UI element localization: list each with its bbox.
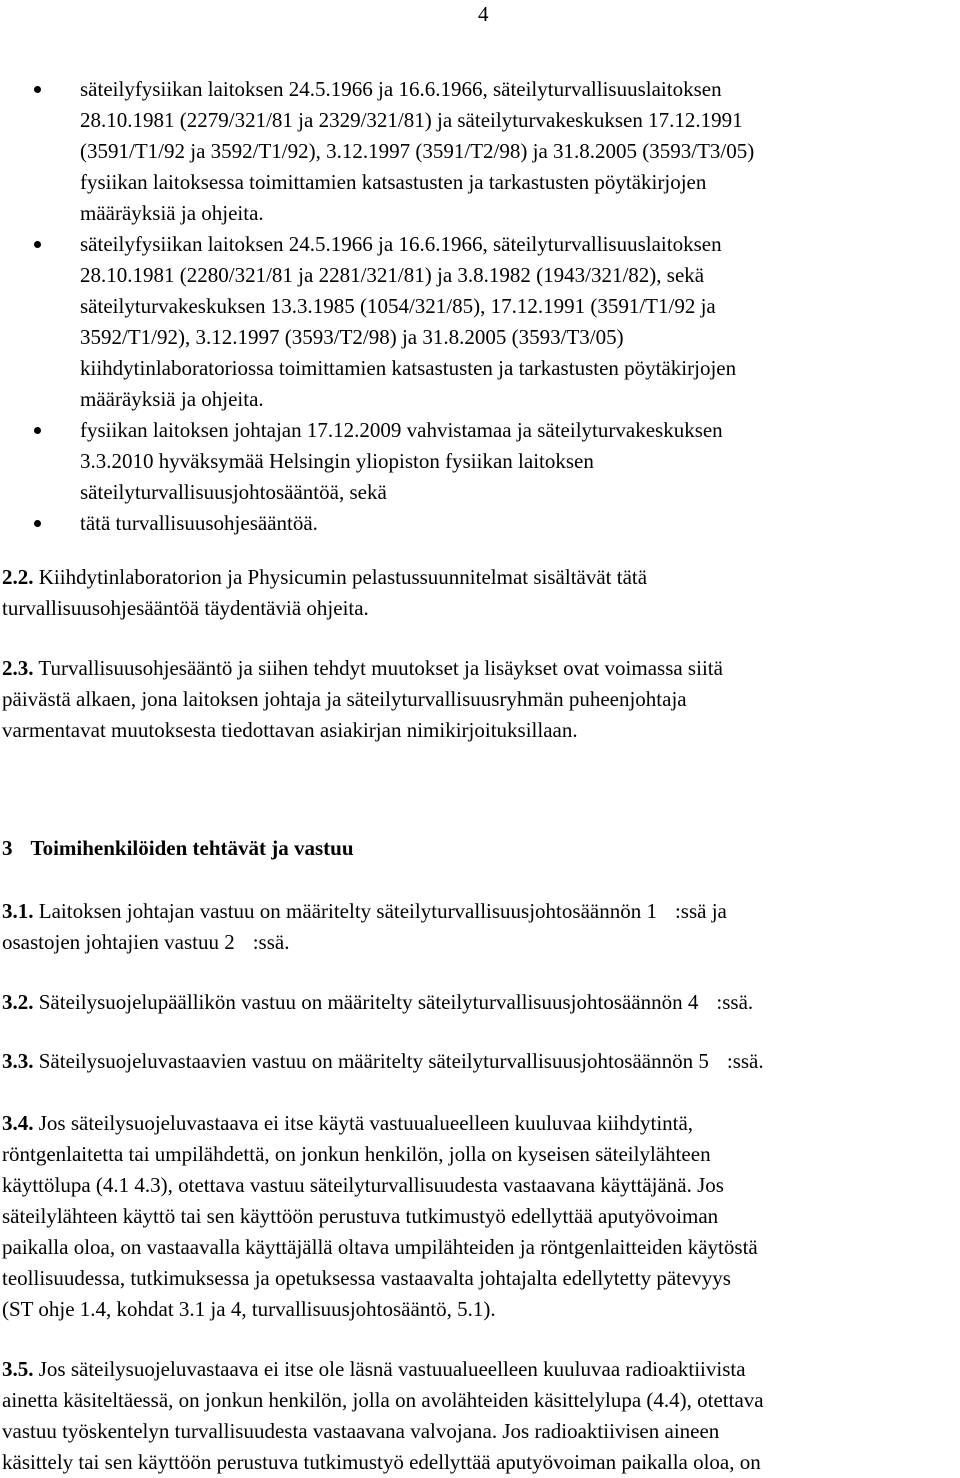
heading-number: 3 [2, 836, 13, 860]
text-line: määräyksiä ja ohjeita. [80, 387, 264, 411]
bullet-icon [34, 427, 41, 434]
text-line: turvallisuusohjesääntöä täydentäviä ohjeita. [2, 596, 369, 620]
list-item [0, 508, 960, 539]
text-line: (ST ohje 1.4, kohdat 3.1 ja 4, turvallisuusjohtosääntö, 5.1). [2, 1297, 496, 1321]
section-number: 3.2. [2, 990, 34, 1014]
text-fragment: :ssä. [726, 1049, 764, 1073]
section-number: 3.5. [2, 1357, 34, 1381]
section-number: 3.4. [2, 1111, 34, 1135]
paragraph-3-1 [2, 896, 727, 958]
list-item [0, 74, 960, 229]
text-line [2, 987, 753, 1018]
text-line [2, 562, 647, 593]
heading-title: Toimihenkilöiden tehtävät ja vastuu [30, 836, 354, 860]
text-line [2, 896, 727, 927]
text-line [2, 653, 723, 684]
paragraph-3-5 [2, 1354, 764, 1478]
text-fragment: Jos säteilysuojeluvastaava ei itse ole läsnä vastuualueelleen kuuluvaa radioaktiivista [33, 1357, 746, 1381]
text-line: käyttölupa (4.1 4.3), otettava vastuu säteilyturvallisuudesta vastaavana käyttäjänä. Jos [2, 1173, 724, 1197]
bullet-icon [34, 520, 41, 527]
text-line: 3.3.2010 hyväksymää Helsingin yliopiston fysiikan laitoksen [80, 449, 594, 473]
bullet-list [0, 74, 960, 539]
text-fragment: :ssä. [716, 990, 754, 1014]
page-number: 4 [478, 2, 489, 26]
text-line: 3592/T1/92), 3.12.1997 (3593/T2/98) ja 31.8.2005 (3593/T3/05) [80, 325, 624, 349]
text-line: teollisuudessa, tutkimuksessa ja opetuksessa vastaavalta johtajalta edellytetty pätevyys [2, 1266, 731, 1290]
text-line [2, 1046, 764, 1077]
text-line [2, 927, 727, 958]
text-line: röntgenlaitetta tai umpilähdettä, on jonkun henkilön, jolla on kyseisen säteilylähteen [2, 1142, 711, 1166]
text-fragment: Säteilysuojelupäällikön vastuu on määritelty säteilyturvallisuusjohtosäännön 4 [33, 990, 699, 1014]
text-line: fysiikan laitoksen johtajan 17.12.2009 vahvistamaa ja säteilyturvakeskuksen [80, 418, 723, 442]
text-fragment: Turvallisuusohjesääntö ja siihen tehdyt muutokset ja lisäykset ovat voimassa siitä [33, 656, 723, 680]
text-fragment: Jos säteilysuojeluvastaava ei itse käytä vastuualueelleen kuuluvaa kiihdytintä, [33, 1111, 694, 1135]
paragraph-3-4 [2, 1108, 758, 1325]
text-line: kiihdytinlaboratoriossa toimittamien katsastusten ja tarkastusten pöytäkirjojen [80, 356, 737, 380]
text-line: säteilyturvakeskuksen 13.3.1985 (1054/321/85), 17.12.1991 (3591/T1/92 ja [80, 294, 716, 318]
text-line: ainetta käsiteltäessä, on jonkun henkilön, jolla on avolähteiden käsittelylupa (4.4), otettava [2, 1388, 764, 1412]
bullet-icon [34, 86, 41, 93]
text-line: säteilylähteen käyttö tai sen käyttöön perustuva tutkimustyö edellyttää aputyövoiman [2, 1204, 719, 1228]
bullet-icon [34, 241, 41, 248]
text-line: 28.10.1981 (2279/321/81 ja 2329/321/81) ja säteilyturvakeskuksen 17.12.1991 [80, 108, 743, 132]
text-line: vastuu työskentelyn turvallisuudesta vastaavana valvojana. Jos radioaktiivisen aineen [2, 1419, 720, 1443]
text-fragment: :ssä. [252, 930, 290, 954]
paragraph-3-3 [2, 1046, 764, 1077]
section-heading [2, 833, 354, 864]
text-line: säteilyfysiikan laitoksen 24.5.1966 ja 16.6.1966, säteilyturvallisuuslaitoksen [80, 77, 722, 101]
text-line: (3591/T1/92 ja 3592/T1/92), 3.12.1997 (3591/T2/98) ja 31.8.2005 (3593/T3/05) [80, 139, 755, 163]
text-line: tätä turvallisuusohjesääntöä. [80, 511, 318, 535]
text-fragment: osastojen johtajien vastuu 2 [2, 930, 235, 954]
text-line: paikalla oloa, on vastaavalla käyttäjällä oltava umpilähteiden ja röntgenlaitteiden käytöstä [2, 1235, 758, 1259]
section-number: 3.1. [2, 899, 34, 923]
section-number: 2.3. [2, 656, 34, 680]
section-number: 3.3. [2, 1049, 34, 1073]
section-number: 2.2. [2, 565, 34, 589]
text-fragment: :ssä ja [674, 899, 727, 923]
text-line [2, 1354, 764, 1385]
text-line: fysiikan laitoksessa toimittamien katsastusten ja tarkastusten pöytäkirjojen [80, 170, 707, 194]
text-line: säteilyturvallisuusjohtosääntöä, sekä [80, 480, 387, 504]
paragraph-3-2 [2, 987, 753, 1018]
text-fragment: Säteilysuojeluvastaavien vastuu on määritelty säteilyturvallisuusjohtosäännön 5 [33, 1049, 709, 1073]
text-fragment: Kiihdytinlaboratorion ja Physicumin pelastussuunnitelmat sisältävät tätä [33, 565, 648, 589]
text-line: määräyksiä ja ohjeita. [80, 201, 264, 225]
text-line: varmentavat muutoksesta tiedottavan asiakirjan nimikirjoituksillaan. [2, 718, 578, 742]
paragraph-2-2 [2, 562, 647, 624]
text-line: 28.10.1981 (2280/321/81 ja 2281/321/81) ja 3.8.1982 (1943/321/82), sekä [80, 263, 705, 287]
list-item [0, 415, 960, 508]
text-fragment: Laitoksen johtajan vastuu on määritelty säteilyturvallisuusjohtosäännön 1 [33, 899, 657, 923]
text-line [2, 1108, 758, 1139]
text-line: päivästä alkaen, jona laitoksen johtaja ja säteilyturvallisuusryhmän puheenjohtaja [2, 687, 687, 711]
list-item [0, 229, 960, 415]
text-line: säteilyfysiikan laitoksen 24.5.1966 ja 16.6.1966, säteilyturvallisuuslaitoksen [80, 232, 722, 256]
paragraph-2-3 [2, 653, 723, 746]
text-line: käsittely tai sen käyttöön perustuva tutkimustyö edellyttää aputyövoiman paikalla oloa, on [2, 1450, 761, 1474]
